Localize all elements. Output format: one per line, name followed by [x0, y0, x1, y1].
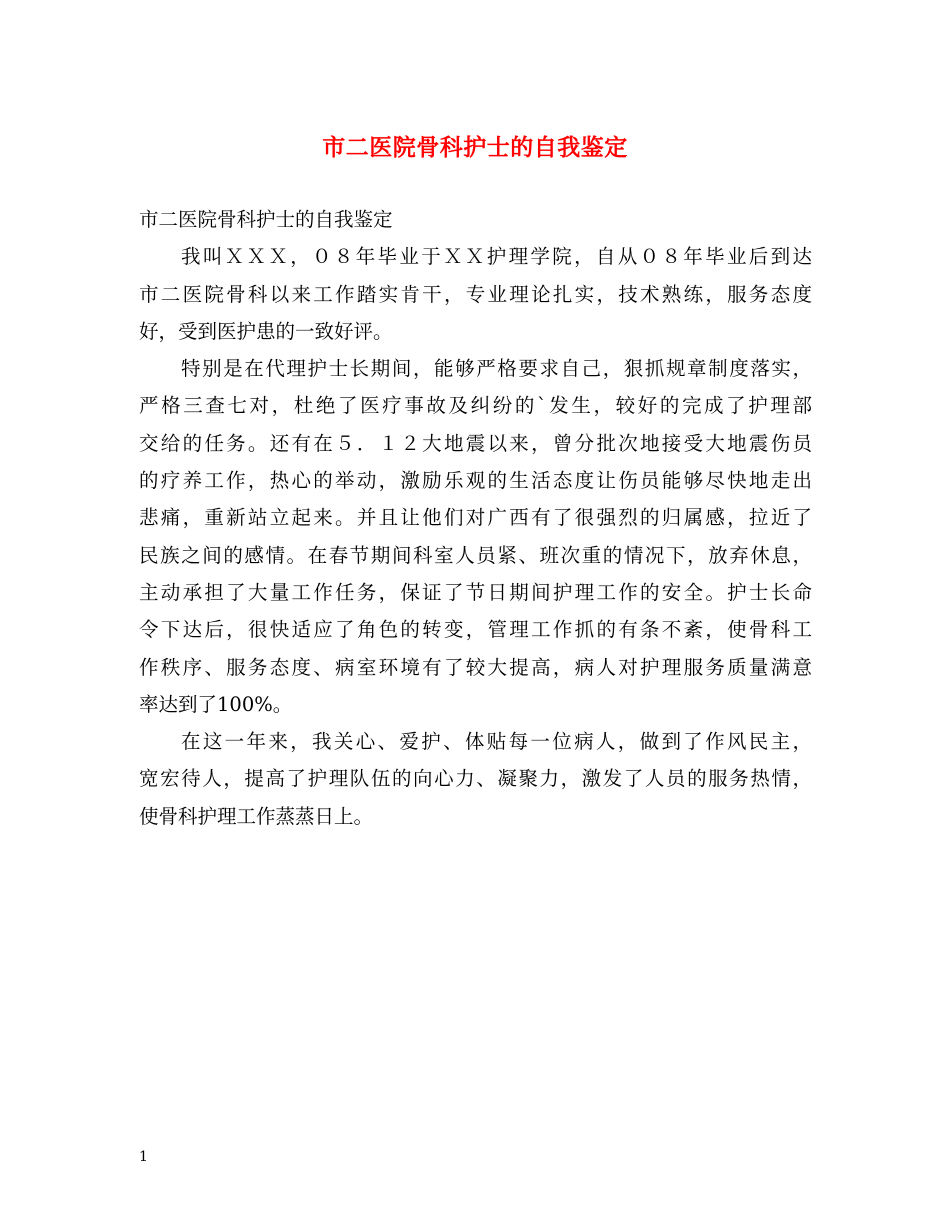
- paragraph-2-line-9: 作秩序、服务态度、病室环境有了较大提高，病人对护理服务质量满意: [139, 655, 812, 679]
- subtitle-line: 市二医院骨科护士的自我鉴定: [139, 208, 393, 231]
- paragraph-1-line-2: 市二医院骨科以来工作踏实肯干，专业理论扎实，技术熟练，服务态度: [139, 282, 812, 306]
- paragraph-2-line-8: 令下达后，很快适应了角色的转变，管理工作抓的有条不紊，使骨科工: [139, 618, 812, 642]
- paragraph-3-line-2: 宽宏待人，提高了护理队伍的向心力、凝聚力，激发了人员的服务热情，: [139, 767, 812, 791]
- paragraph-2-line-6: 民族之间的感情。在春节期间科室人员紧、班次重的情况下，放弃休息，: [139, 543, 812, 567]
- document-body: [139, 201, 812, 835]
- paragraph-3-line-1: 在这一年来，我关心、爱护、体贴每一位病人，做到了作风民主，: [181, 730, 812, 754]
- paragraph-3-line-3: 使骨科护理工作蒸蒸日上。: [139, 804, 374, 828]
- paragraph-2-line-7: 主动承担了大量工作任务，保证了节日期间护理工作的安全。护士长命: [139, 580, 812, 604]
- paragraph-2-line-3: 交给的任务。还有在５．１２大地震以来，曾分批次地接受大地震伤员: [139, 431, 812, 455]
- paragraph-2-line-5: 悲痛，重新站立起来。并且让他们对广西有了很强烈的归属感，拉近了: [139, 506, 812, 530]
- page-number: 1: [139, 1149, 148, 1165]
- document-title: 市二医院骨科护士的自我鉴定: [322, 134, 628, 161]
- paragraph-2-line-10: 率达到了100%。: [139, 692, 293, 716]
- paragraph-1-line-1: 我叫ＸＸＸ，０８年毕业于ＸＸ护理学院，自从０８年毕业后到达: [181, 245, 812, 269]
- paragraph-1-line-3: 好，受到医护患的一致好评。: [139, 319, 393, 343]
- paragraph-2-line-1: 特别是在代理护士长期间，能够严格要求自己，狠抓规章制度落实，: [181, 357, 812, 381]
- paragraph-2-line-4: 的疗养工作，热心的举动，激励乐观的生活态度让伤员能够尽快地走出: [139, 469, 812, 493]
- paragraph-2-line-2: 严格三查七对，杜绝了医疗事故及纠纷的`发生，较好的完成了护理部: [139, 394, 812, 418]
